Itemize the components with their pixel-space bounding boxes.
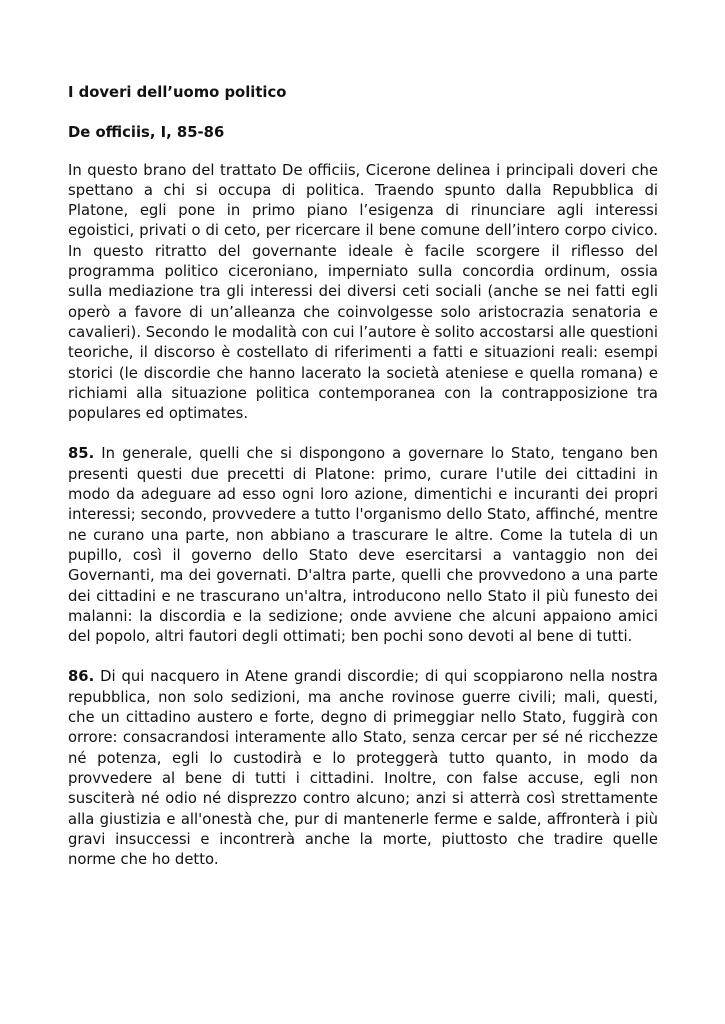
document-page xyxy=(68,83,658,870)
section-number: 85. xyxy=(68,445,95,463)
section-number: 86. xyxy=(68,668,95,686)
source-reference: De officiis, I, 85-86 xyxy=(68,124,225,142)
section-86 xyxy=(68,667,658,870)
document-title: I doveri dell’uomo politico xyxy=(68,84,287,101)
intro-paragraph: In questo brano del trattato De officiis, Cicerone delinea i principali doveri che spettano a chi si occupa di politica. Traendo spunto dalla Repubblica di Platone, egli pone in primo piano l’esigenza di rinunciare agli interessi egoistici, privati o di ceto, per ricercare il bene comune dell’intero corpo civico. In questo ritratto del governante ideale è facile scorgere il riflesso del programma politico ciceroniano, imperniato sulla concordia ordinum, ossia sulla mediazione tra gli interessi dei diversi ceti sociali (anche se nei fatti egli operò a favore di un’alleanza che coinvolgesse solo aristocrazia senatoria e cavalieri). Secondo le modalità con cui l’autore è solito accostarsi alle questioni teoriche, il discorso è costellato di riferimenti a fatti e situazioni reali: esempi storici (le discordie che hanno lacerato la società ateniese e quella romana) e richiami alla situazione politica contemporanea con la contrapposizione tra populares ed optimates. xyxy=(68,161,658,423)
section-text: In generale, quelli che si dispongono a governare lo Stato, tengano ben presenti questi due precetti di Platone: primo, curare l'utile dei cittadini in modo da adeguare ad esso ogni loro azione, dimentichi e incuranti dei propri interessi; secondo, provvedere a tutto l'organismo dello Stato, affinché, mentre ne curano una parte, non abbiano a trascurare le altre. Come la tutela di un pupillo, così il governo dello Stato deve esercitarsi a vantaggio non dei Governanti, ma dei governati. D'altra parte, quelli che provvedono a una parte dei cittadini e ne trascurano un'altra, introducono nello Stato il più funesto dei malanni: la discordia e la sedizione; onde avviene che alcuni appaiono amici del popolo, altri fautori degli ottimati; ben pochi sono devoti al bene di tutti. xyxy=(68,445,658,646)
section-85 xyxy=(68,444,658,647)
section-text: Di qui nacquero in Atene grandi discordie; di qui scoppiarono nella nostra repubblica, non solo sedizioni, ma anche rovinose guerre civili; mali, questi, che un cittadino austero e forte, degno di primeggiar nello Stato, fuggirà con orrore: consacrandosi interamente allo Stato, senza cercar per sé né ricchezze né potenza, egli lo custodirà e lo proteggerà tutto quanto, in modo da provvedere al bene di tutti i cittadini. Inoltre, con false accuse, egli non susciterà né odio né disprezzo contro alcuno; anzi si atterrà così strettamente alla giustizia e all'onestà che, pur di mantenerle ferme e salde, affronterà i più gravi insuccessi e incontrerà anche la morte, piuttosto che tradire quelle norme che ho detto. xyxy=(68,668,658,869)
